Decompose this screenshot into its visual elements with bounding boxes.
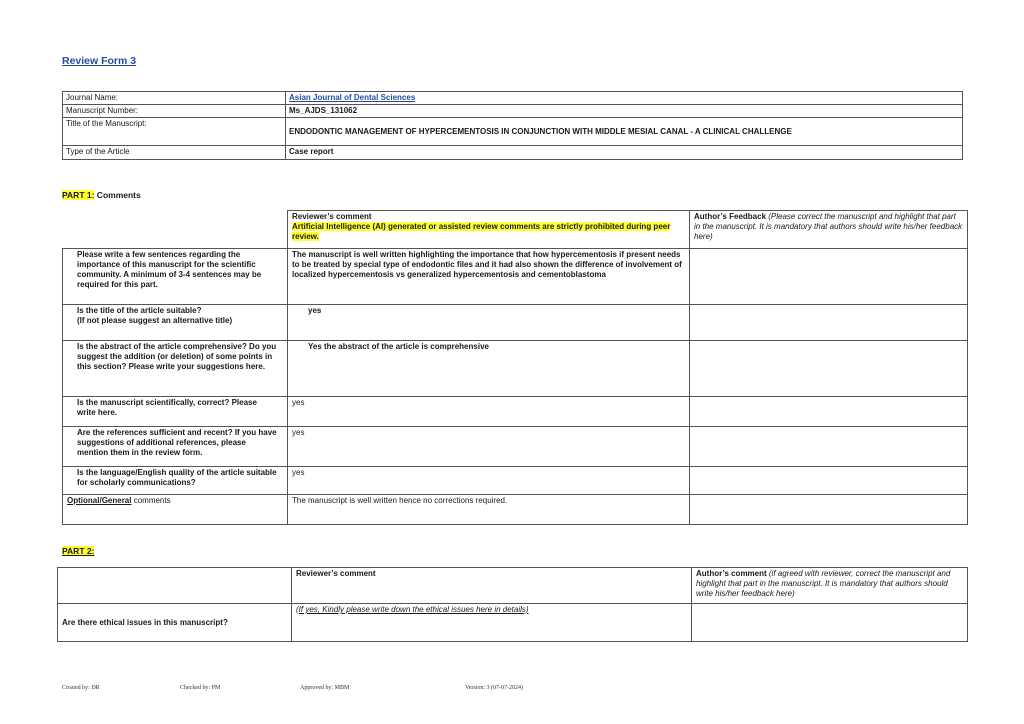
ethics-row [58,604,968,642]
author-feedback-note: (Please correct the manuscript and highlight that part in the manuscript. It is mandatory that authors should write his/her feedback here) [694,212,963,241]
footer-version: Version: 3 (07-07-2024) [465,685,523,691]
answer-references: yes [288,427,690,467]
question-importance: Please write a few sentences regarding the importance of this manuscript for the scientific community. A minimum of 3-4 sentences may be required for this part. [63,249,288,305]
question-references: Are the references sufficient and recent? If you have suggestions of additional references, please mention them in the review form. [63,427,288,467]
manuscript-title-label: Title of the Manuscript: [63,118,286,146]
part2-ethics-table [57,567,968,642]
part1-label-highlight: PART 1: [62,190,95,200]
author-feedback-cell[interactable] [690,249,968,305]
manuscript-number-label: Manuscript Number: [63,105,286,118]
ethics-hint[interactable]: (If yes, Kindly please write down the ethical issues here in details) [292,604,692,642]
journal-row [63,92,963,105]
part2-reviewer-header: Reviewer’s comment [292,568,692,604]
part2-author-header [692,568,968,604]
footer-approved: Approved by: MBM [300,685,350,691]
article-type-label: Type of the Article [63,146,286,160]
footer-checked: Checked by: PM [180,685,221,691]
author-feedback-cell[interactable] [690,495,968,525]
manuscript-info-table [62,91,963,160]
table-row [63,249,968,305]
part2-header-row [58,568,968,604]
footer-created: Created by: DR [62,685,100,691]
table-row [63,427,968,467]
optional-comments-row [63,495,968,525]
part2-label [62,546,94,556]
manuscript-number-value: Ms_AJDS_131062 [286,105,963,118]
answer-title: yes [288,305,690,341]
author-feedback-title: Author’s Feedback [694,212,767,221]
part1-label [62,190,141,200]
ethics-question: Are there ethical issues in this manuscript? [58,604,292,642]
part1-comments-table [62,210,968,525]
optional-comments-label: Optional/General comments [63,495,288,525]
author-feedback-cell[interactable] [690,305,968,341]
manuscript-title-value: ENDODONTIC MANAGEMENT OF HYPERCEMENTOSIS IN CONJUNCTION WITH MIDDLE MESIAL CANAL - A CLINICAL CHALLENGE [286,118,963,146]
author-comment-cell[interactable] [692,604,968,642]
part1-label-rest: Comments [94,190,141,200]
article-type-value: Case report [286,146,963,160]
answer-abstract: Yes the abstract of the article is comprehensive [288,341,690,397]
part1-reviewer-header [288,211,690,249]
question-title: Is the title of the article suitable? (If not please suggest an alternative title) [63,305,288,341]
form-title: Review Form 3 [62,55,137,67]
author-feedback-cell[interactable] [690,467,968,495]
part1-header-empty [63,211,288,249]
answer-importance: The manuscript is well written highlighting the importance that how hypercementosis if present needs to be treated by special type of endodontic files and it had also shown the difference of involvement of localized hypercementosis vs generalized hypercementosis and cementoblastoma [288,249,690,305]
question-abstract: Is the abstract of the article comprehensive? Do you suggest the addition (or deletion) of some points in this section? Please write your suggestions here. [63,341,288,397]
part2-label-highlight: PART 2: [62,546,95,556]
table-row [63,341,968,397]
table-row [63,467,968,495]
question-language: Is the language/English quality of the article suitable for scholarly communications? [63,467,288,495]
manuscript-title-row [63,118,963,146]
manuscript-number-row [63,105,963,118]
part2-header-empty [58,568,292,604]
part1-author-header [690,211,968,249]
question-scientific: Is the manuscript scientifically, correct? Please write here. [63,397,288,427]
table-row [63,305,968,341]
journal-label: Journal Name: [63,92,286,105]
author-feedback-cell[interactable] [690,427,968,467]
author-comment-note: (if agreed with reviewer, correct the manuscript and highlight that part in the manuscript. It is mandatory that authors should write his/her feedback here) [696,569,951,598]
part1-header-row [63,211,968,249]
article-type-row [63,146,963,160]
journal-link[interactable]: Asian Journal of Dental Sciences [289,93,416,102]
author-comment-title: Author’s comment [696,569,767,578]
ai-prohibition-note: Artificial Intelligence (AI) generated or assisted review comments are strictly prohibited during peer review. [292,222,671,241]
answer-language: yes [288,467,690,495]
optional-comments-value: The manuscript is well written hence no corrections required. [288,495,690,525]
answer-scientific: yes [288,397,690,427]
table-row [63,397,968,427]
reviewer-comment-title: Reviewer’s comment [292,212,372,221]
author-feedback-cell[interactable] [690,397,968,427]
author-feedback-cell[interactable] [690,341,968,397]
